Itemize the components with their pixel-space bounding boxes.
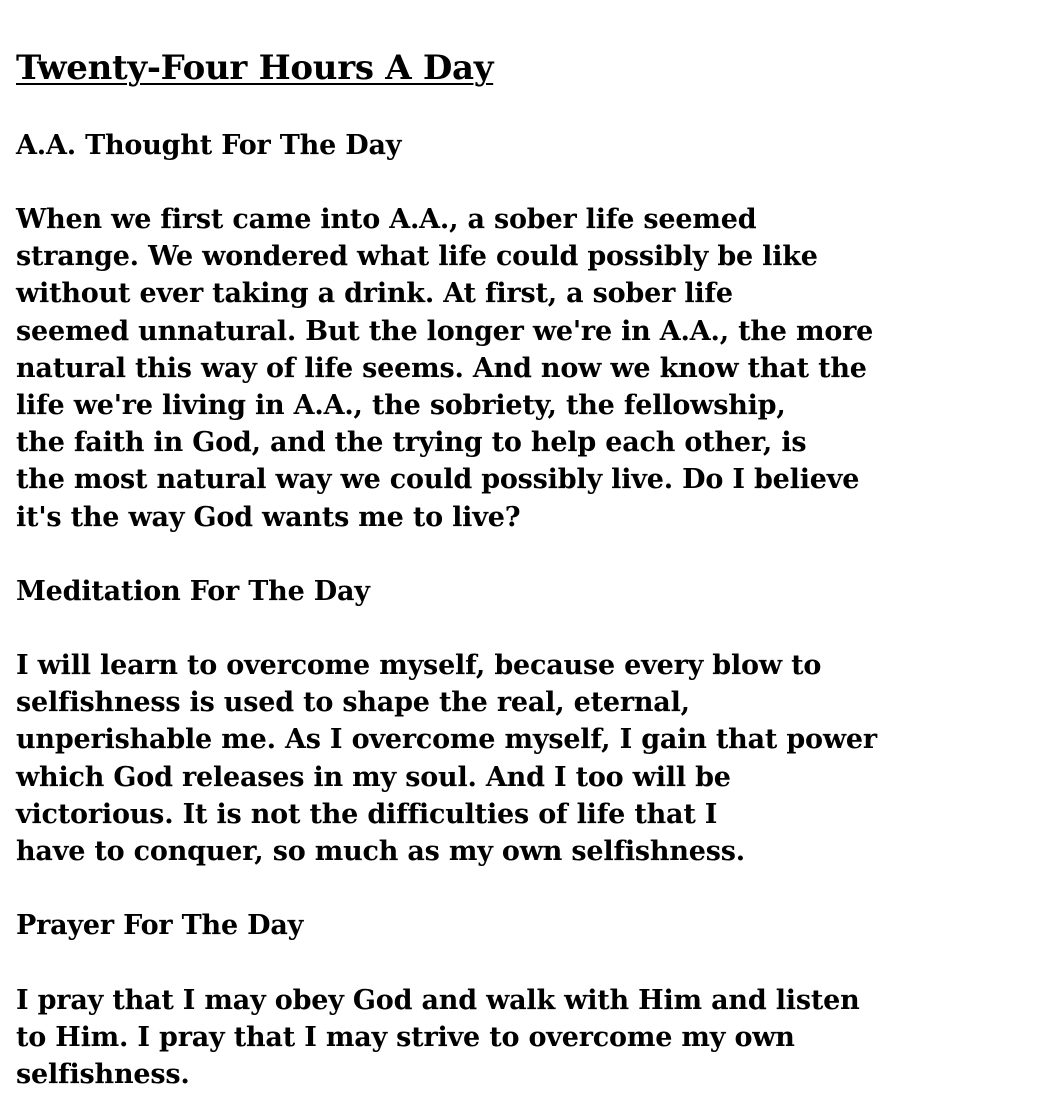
paragraph-line: strange. We wondered what life could possibly be like: [16, 241, 818, 273]
paragraph-line: life we're living in A.A., the sobriety, the fellowship,: [16, 390, 786, 422]
paragraph-line: the most natural way we could possibly live. Do I believe: [16, 464, 860, 496]
meditation-paragraph: [16, 647, 877, 870]
paragraph-line: selfishness.: [16, 1059, 190, 1091]
page-title: Twenty-Four Hours A Day: [16, 48, 494, 88]
paragraph-line: the faith in God, and the trying to help each other, is: [16, 427, 807, 459]
paragraph-line: unperishable me. As I overcome myself, I gain that power: [16, 724, 877, 756]
section-heading-prayer: Prayer For The Day: [16, 910, 304, 941]
paragraph-line: victorious. It is not the difficulties of life that I: [16, 798, 718, 830]
paragraph-line: seemed unnatural. But the longer we're in A.A., the more: [16, 315, 874, 347]
paragraph-line: natural this way of life seems. And now we know that the: [16, 352, 867, 384]
paragraph-line: without ever taking a drink. At first, a sober life: [16, 278, 733, 310]
paragraph-line: selfishness is used to shape the real, eternal,: [16, 687, 690, 719]
prayer-paragraph: [16, 982, 860, 1094]
paragraph-line: it's the way God wants me to live?: [16, 501, 521, 533]
paragraph-line: When we first came into A.A., a sober life seemed: [16, 204, 757, 235]
section-heading-thought: A.A. Thought For The Day: [16, 130, 402, 161]
section-heading-meditation: Meditation For The Day: [16, 576, 370, 607]
paragraph-line: which God releases in my soul. And I too will be: [16, 761, 731, 793]
paragraph-line: I will learn to overcome myself, because every blow to: [16, 650, 822, 681]
thought-paragraph: [16, 201, 873, 536]
paragraph-line: to Him. I pray that I may strive to overcome my own: [16, 1022, 795, 1054]
paragraph-line: I pray that I may obey God and walk with Him and listen: [16, 985, 860, 1016]
paragraph-line: have to conquer, so much as my own selfishness.: [16, 836, 745, 868]
